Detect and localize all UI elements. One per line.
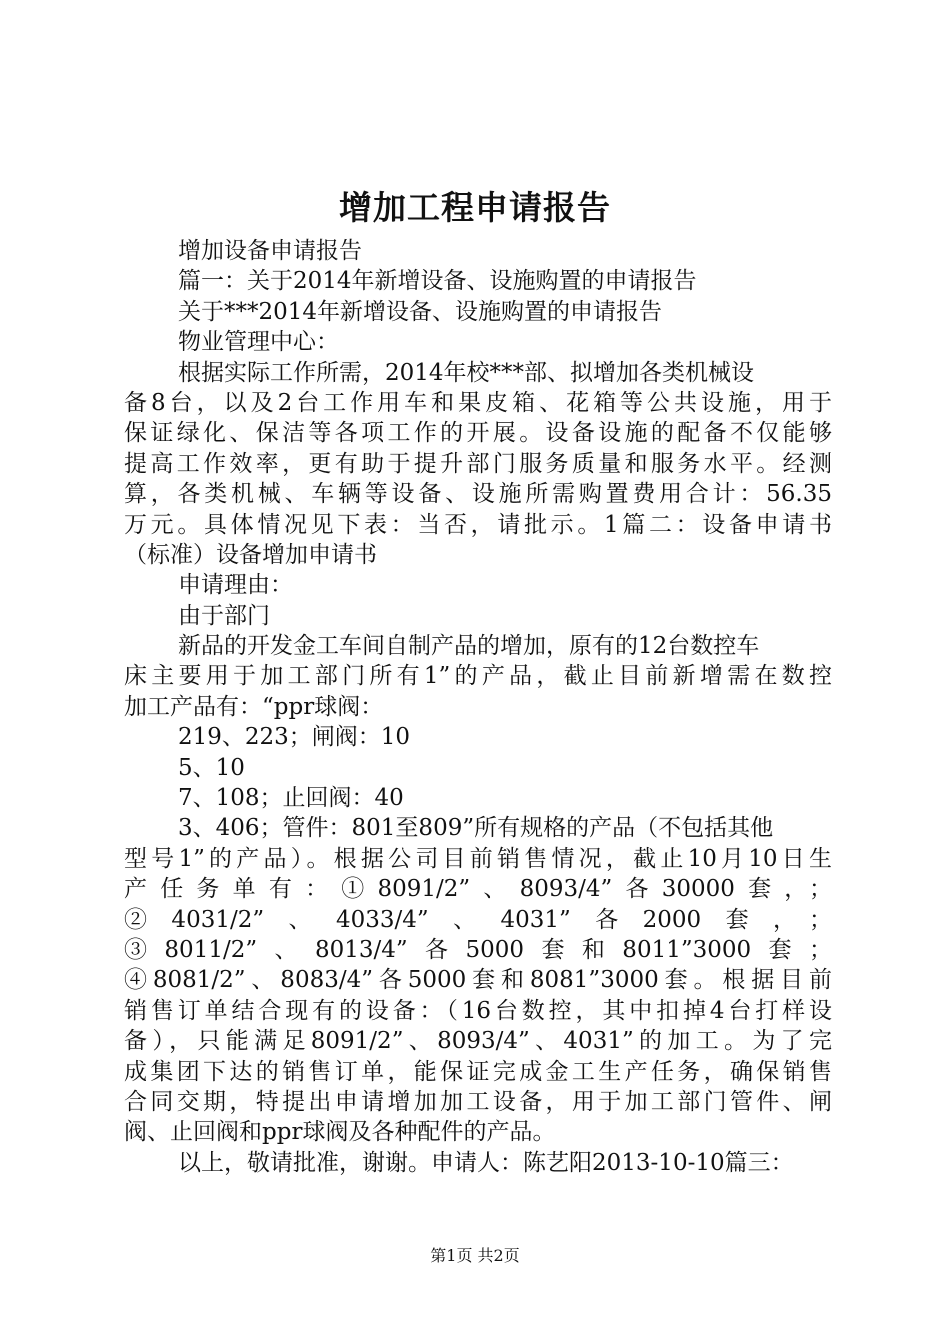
text-line: 增加设备申请报告: [178, 238, 362, 264]
text-line: 物业管理中心：: [178, 329, 339, 356]
text-line: 万元。具体情况见下表：当否，请批示。1篇二：设备申请书: [124, 511, 832, 538]
text-line: 3、406；管件：801至809”所有规格的产品（不包括其他: [178, 815, 774, 842]
text-line: 销售订单结合现有的设备：（16台数控，其中扣掉4台打样设: [124, 997, 832, 1024]
text-line: 关于***2014年新增设备、设施购置的申请报告: [178, 298, 663, 325]
text-line: 阀、止回阀和ppr球阀及各种配件的产品。: [124, 1119, 556, 1146]
text-line: 型号1”的产品）。根据公司目前销售情况，截止10月10日生: [124, 845, 832, 872]
text-line: 5、10: [178, 754, 245, 781]
text-line: 算，各类机械、车辆等设备、设施所需购置费用合计：56.35: [124, 481, 832, 508]
text-line: 以上，敬请批准，谢谢。申请人：陈艺阳2013-10-10篇三：: [178, 1149, 794, 1176]
text-line: 备），只能满足8091/2”、8093/4”、4031”的加工。为了完: [124, 1028, 832, 1055]
text-line: （标准）设备增加申请书: [124, 541, 377, 568]
text-line: 合同交期，特提出申请增加加工设备，用于加工部门管件、闸: [124, 1088, 832, 1115]
text-line: 保证绿化、保洁等各项工作的开展。设备设施的配备不仅能够: [124, 420, 832, 447]
text-line: 提高工作效率，更有助于提升部门服务质量和服务水平。经测: [124, 450, 832, 477]
text-line: 7、108；止回阀：40: [178, 785, 404, 812]
text-line: 床主要用于加工部门所有1”的产品，截止目前新增需在数控: [124, 663, 832, 690]
text-line: 根据实际工作所需，2014年校***部、拟增加各类机械设: [178, 359, 755, 386]
text-line: 成集团下达的销售订单，能保证完成金工生产任务，确保销售: [124, 1058, 832, 1085]
text-line: 加工产品有：“ppr球阀：: [124, 693, 384, 720]
text-line: 产任务单有：①8091/2”、8093/4”各30000套，；: [124, 876, 832, 903]
page-footer: 第1页 共2页: [430, 1246, 520, 1265]
text-line: 新品的开发金工车间自制产品的增加，原有的12台数控车: [178, 633, 760, 660]
text-line: ③8011/2”、8013/4”各5000套和8011”3000套；: [124, 936, 832, 963]
text-line: 篇一：关于2014年新增设备、设施购置的申请报告: [178, 268, 697, 295]
text-line: 219、223；闸阀：10: [178, 724, 411, 751]
document-title: 增加工程申请报告: [339, 188, 611, 227]
text-line: 申请理由：: [178, 572, 293, 599]
text-line: ②4031/2”、4033/4”、4031”各2000套，；: [124, 906, 832, 933]
text-line: 备8台，以及2台工作用车和果皮箱、花箱等公共设施，用于: [124, 389, 832, 416]
document-body: [124, 236, 832, 1178]
text-line: 由于部门: [178, 602, 270, 629]
text-line: ④8081/2”、8083/4”各5000套和8081”3000套。根据目前: [124, 967, 832, 994]
